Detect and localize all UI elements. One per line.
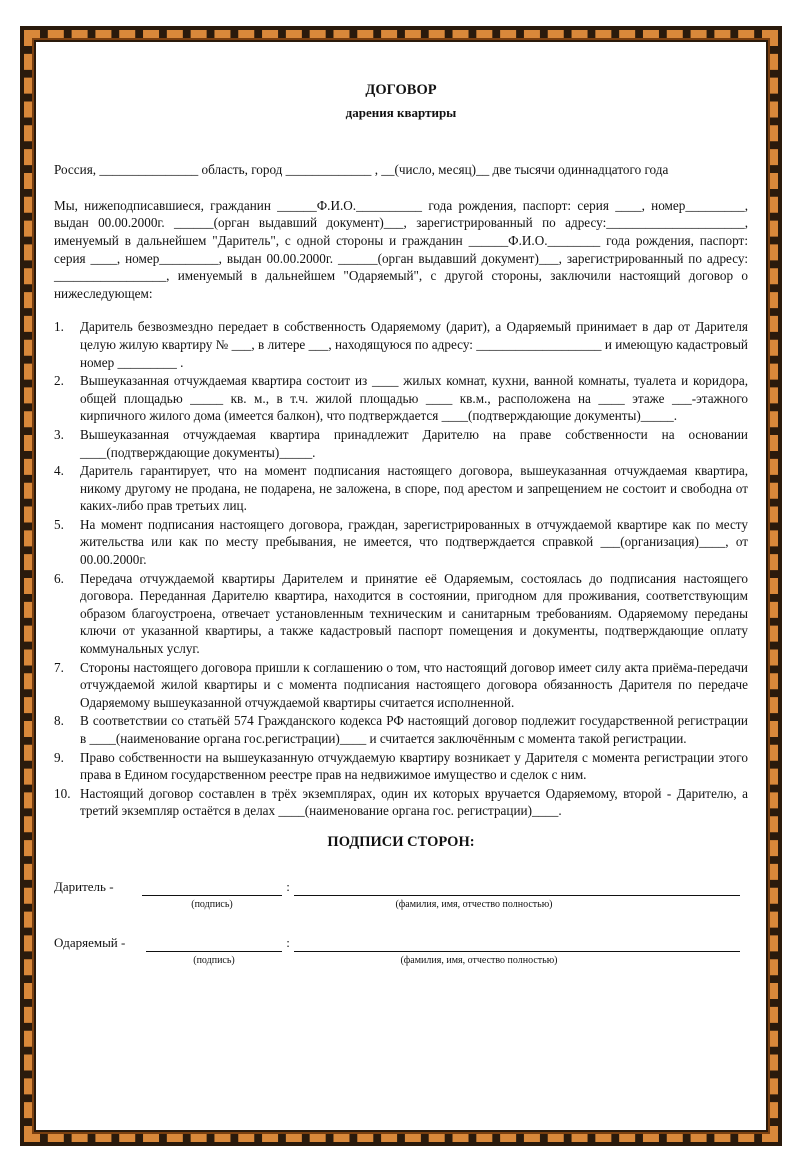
clause-number: 1. bbox=[54, 319, 64, 335]
clause-text: Вышеуказанная отчуждаемая квартира принадлежит Дарителю на праве собственности на основании ____(подтверждающие документы)_____. bbox=[80, 426, 748, 460]
signer-label: Даритель - bbox=[54, 878, 114, 894]
signature-line[interactable] bbox=[146, 937, 282, 952]
signer-label: Одаряемый - bbox=[54, 934, 126, 950]
clause-text: Настоящий договор составлен в трёх экземплярах, один их которых вручается Одаряемому, второй - Дарителю, а третий экземпляр остаётся в делах ____(наименование органа гос. регистрации)____. bbox=[80, 785, 748, 819]
clause-7 bbox=[54, 659, 748, 712]
clause-number: 4. bbox=[54, 463, 64, 479]
clause-text: Стороны настоящего договора пришли к соглашению о том, что настоящий договор имеет силу акта приёма-передачи отчуждаемой жилой квартиры и с момента подписания настоящего договора обязанность Дарителя по передаче Одаряемому вышеуказанной отчуждаемой квартиры считается исполненной. bbox=[80, 659, 748, 710]
document-subtitle: дарения квартиры bbox=[345, 104, 457, 120]
signer-captions-recipient bbox=[54, 952, 748, 966]
clause-text: Даритель безвозмездно передает в собственность Одаряемому (дарит), а Одаряемый принимает в дар от Дарителя целую жилую квартиру № ___, в литере ___, находящуюся по адресу: ___________________ и имеющую кадастровый номер _________ . bbox=[80, 319, 748, 370]
clause-number: 6. bbox=[54, 570, 64, 586]
fullname-line[interactable] bbox=[294, 881, 740, 896]
clause-number: 3. bbox=[54, 426, 64, 442]
clause-text: Вышеуказанная отчуждаемая квартира состоит из ____ жилых комнат, кухни, ванной комнаты, туалета и коридора, общей площадью _____ кв. м., в т.ч. жилой площадью ____ кв.м., расположена на ____ этаже ___-этажного кирпичного жилого дома (имеется балкон), что подтверждается ____(подтверждающие документы)_____. bbox=[80, 373, 748, 424]
place-date-line: Россия, _______________ область, город _____________ , __(число, месяц)__ две тысячи одиннадцатого года bbox=[54, 162, 669, 178]
clause-1 bbox=[54, 318, 748, 371]
clause-number: 7. bbox=[54, 659, 64, 675]
clause-9 bbox=[54, 749, 748, 784]
parties-intro: Мы, нижеподписавшиеся, гражданин ______Ф.И.О.__________ года рождения, паспорт: серия ____, номер_________, выдан 00.00.2000г. ______(орган выдавший документ)___, зарегистрированный по адресу:_____________________, именуемый в дальнейшем "Даритель", с одной стороны и гражданин ______Ф.И.О.________ года рождения, паспорт: серия ____, номер_________, выдан 00.00.2000г. ______(орган выдавший документ)___, зарегистрированный по адресу: _________________, именуемый в дальнейшем "Одаряемый", с другой стороны, заключили настоящий договор о нижеследующем: bbox=[54, 197, 748, 301]
clause-text: Право собственности на вышеуказанную отчуждаемую квартиру возникает у Дарителя с момента регистрации этого права в Едином государственном реестре прав на недвижимое имущество и сделок с ним. bbox=[80, 749, 748, 783]
fullname-line[interactable] bbox=[294, 937, 740, 952]
signer-captions-donor bbox=[54, 896, 748, 910]
clause-number: 9. bbox=[54, 749, 64, 765]
signature-line[interactable] bbox=[142, 881, 282, 896]
clause-4 bbox=[54, 462, 748, 515]
clause-number: 8. bbox=[54, 713, 64, 729]
clause-5 bbox=[54, 516, 748, 569]
clause-text: Даритель гарантирует, что на момент подписания настоящего договора, вышеуказанная отчуждаемая квартира, никому другому не продана, не подарена, не заложена, в споре, под арестом и запрещением не состоит и свободна от каких-либо прав третьих лиц. bbox=[80, 463, 748, 514]
signer-row-recipient: Одаряемый - : bbox=[54, 930, 748, 952]
clause-text: В соответствии со статьёй 574 Гражданского кодекса РФ настоящий договор подлежит государственной регистрации в ____(наименование органа гос.регистрации)____ и считается заключённым с момента такой регистрации. bbox=[80, 713, 748, 746]
clause-number: 10. bbox=[54, 785, 71, 801]
clause-3 bbox=[54, 426, 748, 461]
clause-2 bbox=[54, 372, 748, 425]
clause-number: 2. bbox=[54, 373, 64, 389]
clause-6 bbox=[54, 570, 748, 658]
clause-text: На момент подписания настоящего договора, граждан, зарегистрированных в отчуждаемой квартире как по месту жительства или как по месту пребывания, не имеется, что подтверждается справкой ___(организация)____, от 00.00.2000г. bbox=[80, 516, 748, 568]
document-title: ДОГОВОР bbox=[365, 82, 437, 98]
contract-body bbox=[54, 82, 748, 986]
signature-caption: (подпись) bbox=[193, 954, 235, 966]
clause-10 bbox=[54, 785, 748, 820]
signatures-title: ПОДПИСИ СТОРОН: bbox=[327, 833, 475, 850]
clause-8 bbox=[54, 712, 748, 747]
fullname-caption: (фамилия, имя, отчество полностью) bbox=[400, 954, 558, 966]
clause-text: Передача отчуждаемой квартиры Дарителем и принятие её Одаряемым, состоялась до подписания настоящего договора. Переданная Дарителю квартира, находится в состоянии, пригодном для проживания, соответствующим образом благоустроена, отвечает установленным техническим и санитарным требованиям. Одаряемому переданы ключи от указанной квартиры, а также кадастровый паспорт помещения и документы, подтверждающие оплату коммунальных услуг. bbox=[80, 570, 748, 657]
signer-row-donor: Даритель - : bbox=[54, 874, 748, 896]
clause-number: 5. bbox=[54, 516, 64, 532]
signature-caption: (подпись) bbox=[191, 898, 233, 910]
fullname-caption: (фамилия, имя, отчество полностью) bbox=[395, 898, 553, 910]
contract-clauses bbox=[54, 318, 748, 820]
